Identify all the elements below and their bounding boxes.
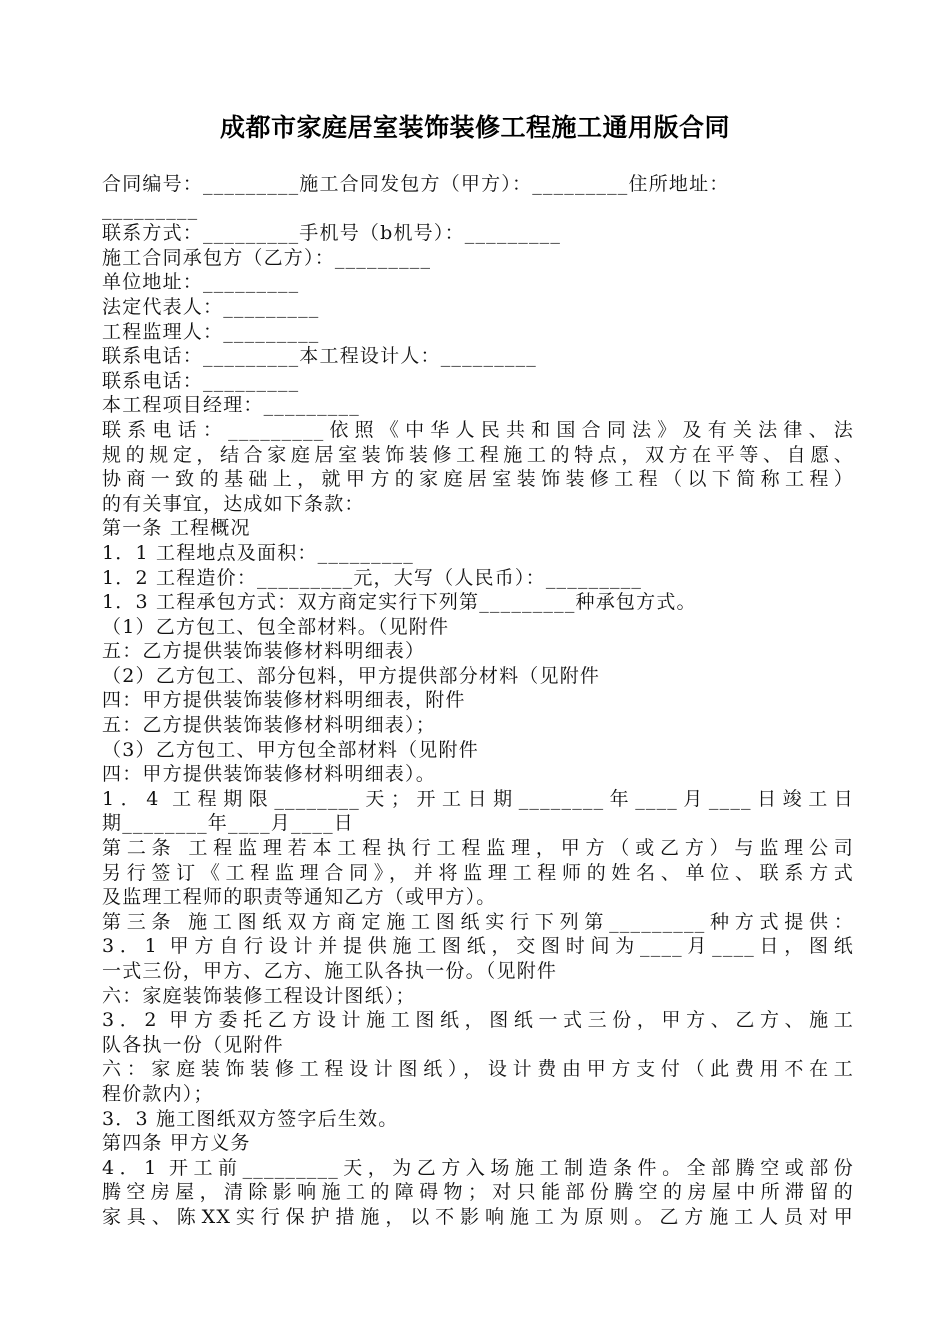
text-line: 3．1 甲方自行设计并提供施工图纸，交图时间为____月____日，图纸 <box>102 935 854 958</box>
section-heading: 第一条 工程概况 <box>102 517 251 540</box>
text-line: 4．1 开工前_________天，为乙方入场施工制造条件。全部腾空或部份 <box>102 1156 854 1179</box>
section-heading: 第三条 施工图纸双方商定施工图纸实行下列第_________种方式提供： <box>102 910 854 933</box>
text-line: 期________年____月____日 <box>102 812 355 835</box>
text-line: 四：甲方提供装饰装修材料明细表，附件 <box>102 689 466 712</box>
text-line: 程价款内）； <box>102 1082 214 1105</box>
text-line: 联系电话：_________本工程设计人：_________ <box>102 345 538 368</box>
text-line: 六：家庭装饰装修工程设计图纸）； <box>102 984 416 1007</box>
text-line: 联系电话：_________ <box>102 369 300 392</box>
text-line: 腾空房屋，清除影响施工的障碍物；对只能部份腾空的房屋中所滞留的 <box>102 1181 854 1204</box>
text-line: 五：乙方提供装饰装修材料明细表） <box>102 640 426 663</box>
text-line: 规的规定，结合家庭居室装饰装修工程施工的特点，双方在平等、自愿、 <box>102 443 854 466</box>
document-title: 成都市家庭居室装饰装修工程施工通用版合同 <box>219 113 730 142</box>
text-line: 工程监理人：_________ <box>102 320 320 343</box>
text-line: 队各执一份（见附件 <box>102 1033 284 1056</box>
text-line: （1）乙方包工、包全部材料。（见附件 <box>102 615 450 638</box>
text-line: 六：家庭装饰装修工程设计图纸），设计费由甲方支付（此费用不在工 <box>102 1058 854 1081</box>
text-line: 法定代表人：_________ <box>102 295 320 318</box>
text-line: 单位地址：_________ <box>102 271 300 294</box>
text-line: 3．3 施工图纸双方签字后生效。 <box>102 1107 399 1130</box>
text-line: 联系电话：_________依照《中华人民共和国合同法》及有关法律、法 <box>102 418 854 441</box>
text-line: 1．4 工程期限________天；开工日期________年____月____日竣工日 <box>102 787 854 810</box>
text-line: 家具、陈XX实行保护措施，以不影响施工为原则。乙方施工人员对甲 <box>102 1205 854 1228</box>
document-body <box>102 172 854 1230</box>
text-line: 合同编号：_________施工合同发包方（甲方）：_________住所地址： <box>102 173 730 195</box>
text-line: 一式三份，甲方、乙方、施工队各执一份。（见附件 <box>102 960 558 982</box>
text-line: （2）乙方包工、部分包料，甲方提供部分材料（见附件 <box>102 664 601 687</box>
text-line: 的有关事宜，达成如下条款： <box>102 492 365 515</box>
text-line: 协商一致的基础上，就甲方的家庭居室装饰装修工程（以下简称工程） <box>102 468 854 491</box>
text-line: _________ <box>102 197 199 220</box>
text-line: 1．3 工程承包方式：双方商定实行下列第_________种承包方式。 <box>102 591 697 614</box>
text-line: 及监理工程师的职责等通知乙方（或甲方）。 <box>102 886 497 909</box>
text-line: 另行签订《工程监理合同》，并将监理工程师的姓名、单位、联系方式 <box>102 861 854 884</box>
text-line: 1．2 工程造价：_________元，大写（人民币）：_________ <box>102 566 643 589</box>
text-line: 施工合同承包方（乙方）：_________ <box>102 246 432 269</box>
text-line: 联系方式：_________手机号（b机号）：_________ <box>102 222 562 245</box>
text-line: 1．1 工程地点及面积：_________ <box>102 541 414 564</box>
text-line: 五：乙方提供装饰装修材料明细表）； <box>102 714 436 737</box>
text-line: 3．2 甲方委托乙方设计施工图纸，图纸一式三份，甲方、乙方、施工 <box>102 1009 854 1032</box>
text-line: 本工程项目经理：_________ <box>102 394 360 417</box>
section-heading: 第二条 工程监理若本工程执行工程监理，甲方（或乙方）与监理公司 <box>102 837 854 860</box>
text-line: （3）乙方包工、甲方包全部材料（见附件 <box>102 738 479 761</box>
section-heading: 第四条 甲方义务 <box>102 1132 251 1155</box>
text-line: 四：甲方提供装饰装修材料明细表）。 <box>102 763 436 786</box>
